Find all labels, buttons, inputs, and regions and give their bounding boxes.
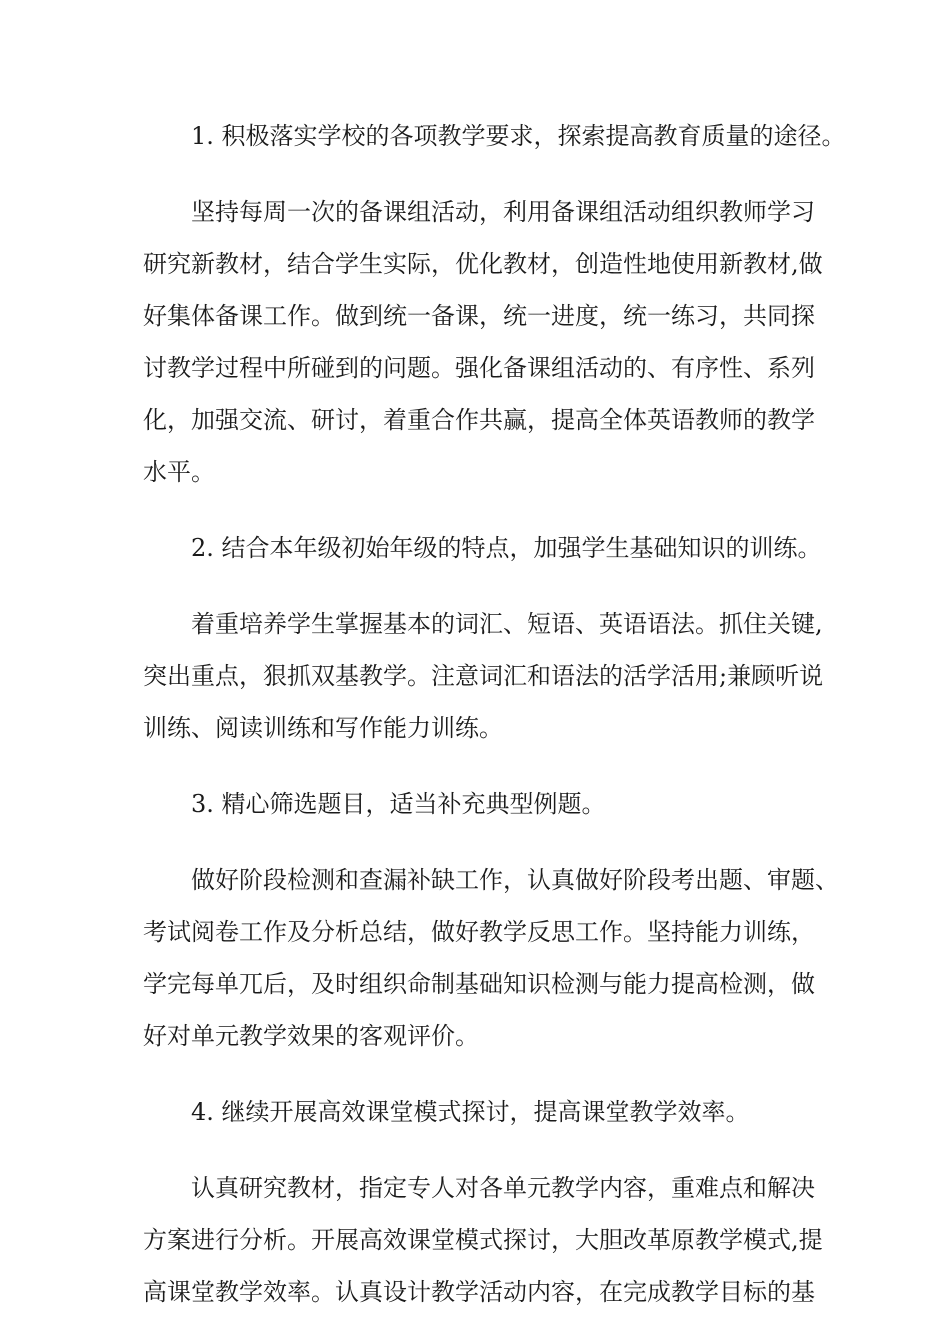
body-line: 着重培养学生掌握基本的词汇、短语、英语语法。抓住关键, [191,610,823,638]
paragraph-gap [143,1138,815,1162]
section-heading: 1. 积极落实学校的各项教学要求，探索提高教育质量的途径。 [191,122,846,150]
body-line: 化，加强交流、研讨，着重合作共赢，提高全体英语教师的教学 [143,406,815,434]
paragraph-gap [143,574,815,598]
body-line: 高课堂教学效率。认真设计教学活动内容，在完成教学目标的基 [143,1278,815,1306]
body-line: 突出重点，狠抓双基教学。注意词汇和语法的活学活用;兼顾听说 [143,662,824,690]
paragraph-gap [143,830,815,854]
paragraph-gap [143,754,815,778]
body-line: 好对单元教学效果的客观评价。 [143,1022,479,1050]
paragraph-gap [143,162,815,186]
body-line: 水平。 [143,458,215,486]
body-line: 好集体备课工作。做到统一备课，统一进度，统一练习，共同探 [143,302,815,330]
section-heading: 4. 继续开展高效课堂模式探讨，提高课堂教学效率。 [191,1098,750,1126]
body-line: 讨教学过程中所碰到的问题。强化备课组活动的、有序性、系列 [143,354,815,382]
section-heading: 3. 精心筛选题目，适当补充典型例题。 [191,790,606,818]
body-line: 研究新教材，结合学生实际，优化教材，创造性地使用新教材,做 [143,250,823,278]
paragraph-gap [143,1062,815,1086]
section-heading: 2. 结合本年级初始年级的特点，加强学生基础知识的训练。 [191,534,822,562]
body-line: 训练、阅读训练和写作能力训练。 [143,714,503,742]
paragraph-gap [143,498,815,522]
body-line: 方案进行分析。开展高效课堂模式探讨，大胆改革原教学模式,提 [143,1226,823,1254]
body-line: 做好阶段检测和查漏补缺工作，认真做好阶段考出题、审题、 [191,866,839,894]
body-line: 学完每单兀后，及时组织命制基础知识检测与能力提高检测，做 [143,970,815,998]
body-line: 认真研究教材，指定专人对各单元教学内容，重难点和解决 [191,1174,815,1202]
body-line: 考试阅卷工作及分析总结，做好教学反思工作。坚持能力训练， [143,918,815,946]
document-text [143,110,846,1318]
body-line: 坚持每周一次的备课组活动，利用备课组活动组织教师学习 [191,198,815,226]
